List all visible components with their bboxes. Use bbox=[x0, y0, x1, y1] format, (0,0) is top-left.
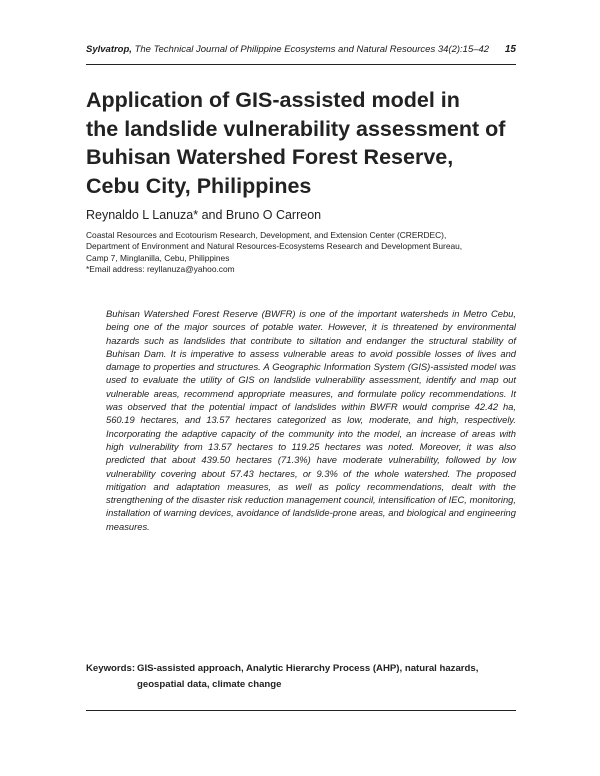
abstract: Buhisan Watershed Forest Reserve (BWFR) is one of the important watersheds in Metro Cebu, being one of the major sources of potable water. However, it is threatened by environmental hazards such as landslides that contribute to siltation and endanger the structural stability of Buhisan Dam. It is imperative to assess vulnerable areas to avoid possible losses of lives and damage to properties and structures. A Geographic Information System (GIS)-assisted model was used to evaluate the utility of GIS on landslide vulnerability assessment, identify and map out vulnerable areas, recommend appropriate measures, and formulate policy recommendations. It was observed that the potential impact of landslides within BWFR would comprise 42.42 ha, 560.19 hectares, and 13.57 hectares categorized as low, moderate, and high, respectively. Incorporating the adaptive capacity of the community into the model, an increase of areas with high vulnerability from 13.57 hectares to 119.25 hectares was noted. Moreover, it was also predicted that about 439.50 hectares (71.3%) have moderate vulnerability, followed by low vulnerability covering about 57.43 hectares, or 9.3% of the whole watershed. The proposed mitigation and adaptation measures, as well as policy recommendations, dealt with the strengthening of the disaster risk reduction management council, intensification of IEC, monitoring, installation of warning devices, avoidance of landslide-prone areas, and biological and engineering measures. bbox=[106, 308, 516, 532]
affiliation bbox=[86, 230, 526, 276]
title-line: Application of GIS-assisted model in bbox=[86, 88, 460, 112]
keywords-line: GIS-assisted approach, Analytic Hierarchy Process (AHP), natural hazards, bbox=[137, 663, 479, 674]
affiliation-line: Coastal Resources and Ecotourism Research, Development, and Extension Center (CRERDEC), bbox=[86, 230, 447, 240]
footer-rule bbox=[86, 710, 516, 711]
title-line: Cebu City, Philippines bbox=[86, 173, 312, 198]
journal-name: Sylvatrop, bbox=[86, 44, 132, 55]
journal-citation: The Technical Journal of Philippine Ecosystems and Natural Resources 34(2):15–42 bbox=[131, 44, 490, 55]
affiliation-line: Department of Environment and Natural Resources-Ecosystems Research and Development Bureau, bbox=[86, 241, 463, 252]
author-names: Reynaldo L Lanuza* and Bruno O Carreon bbox=[86, 208, 322, 222]
running-header bbox=[86, 44, 516, 62]
affiliation-line: Camp 7, Minglanilla, Cebu, Philippines bbox=[86, 252, 230, 263]
keywords bbox=[86, 661, 526, 692]
keywords-line: geospatial data, climate change bbox=[137, 678, 282, 690]
title-line: the landslide vulnerability assessment of bbox=[86, 116, 506, 141]
keywords-label: Keywords: bbox=[86, 663, 136, 674]
email-address: *Email address: reyllanuza@yahoo.com bbox=[86, 264, 235, 275]
title-line: Buhisan Watershed Forest Reserve, bbox=[86, 145, 454, 169]
header-rule bbox=[86, 64, 516, 65]
page-number: 15 bbox=[504, 44, 516, 55]
article-title bbox=[86, 86, 526, 200]
